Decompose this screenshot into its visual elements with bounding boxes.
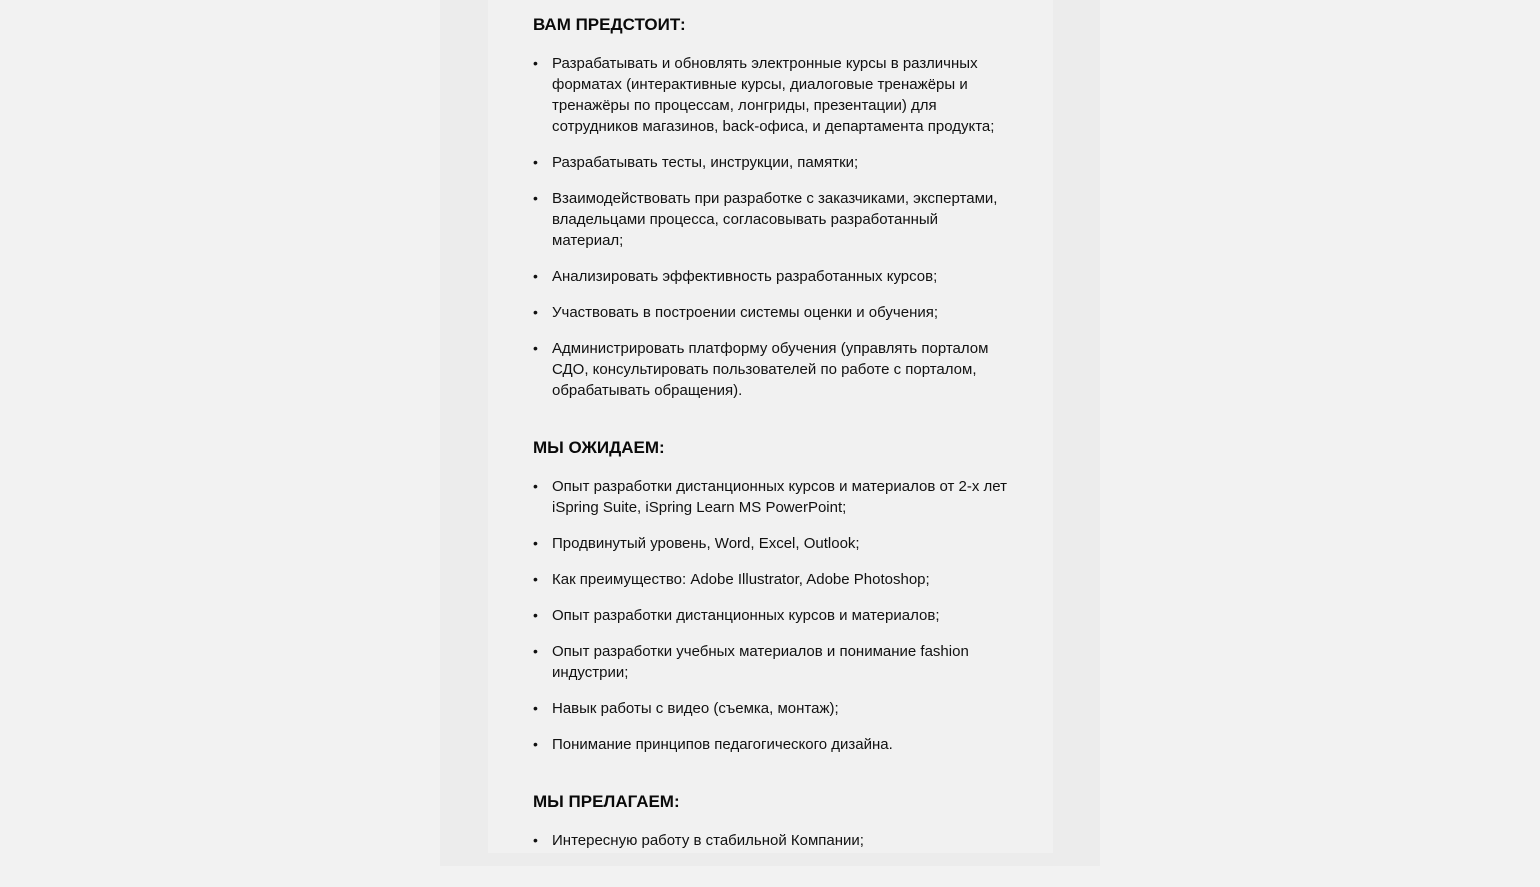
bullet-icon: • <box>533 304 538 320</box>
list-item-text: Интересную работу в стабильной Компании; <box>552 832 864 849</box>
bullet-icon: • <box>533 154 538 170</box>
list-item-text: Продвинутый уровень, Word, Excel, Outlook; <box>552 535 860 552</box>
list-item-text: Опыт разработки дистанционных курсов и материалов; <box>552 607 940 624</box>
list-item <box>533 188 1013 251</box>
bullet-icon: • <box>533 190 538 206</box>
list-item-text: Администрировать платформу обучения (управлять порталом СДО, консультировать пользователей по работе с порталом, обрабатывать обращения). <box>552 340 989 399</box>
bullet-icon: • <box>533 340 538 356</box>
bullet-icon: • <box>533 535 538 551</box>
bullet-list <box>533 830 1013 851</box>
list-item-text: Участвовать в построении системы оценки и обучения; <box>552 304 939 321</box>
list-item-text: Понимание принципов педагогического дизайна. <box>552 736 893 753</box>
list-item-text: Взаимодействовать при разработке с заказчиками, экспертами, владельцами процесса, согласовывать разработанный материал; <box>552 190 998 249</box>
list-item <box>533 734 1013 755</box>
section-heading: МЫ ПРЕЛАГАЕМ: <box>533 792 680 811</box>
list-item <box>533 266 1013 287</box>
list-item <box>533 53 1013 137</box>
bullet-icon: • <box>533 736 538 752</box>
bullet-list <box>533 476 1013 755</box>
bullet-icon: • <box>533 832 538 848</box>
list-item-text: Разрабатывать тесты, инструкции, памятки; <box>552 154 859 171</box>
bullet-icon: • <box>533 478 538 494</box>
section-heading: МЫ ОЖИДАЕМ: <box>533 438 665 457</box>
bullet-icon: • <box>533 643 538 659</box>
bullet-icon: • <box>533 268 538 284</box>
list-item <box>533 698 1013 719</box>
list-item-text: Навык работы с видео (съемка, монтаж); <box>552 700 839 717</box>
list-item <box>533 641 1013 683</box>
list-item <box>533 338 1013 401</box>
list-item-text: Как преимущество: Adobe Illustrator, Adobe Photoshop; <box>552 571 930 588</box>
list-item <box>533 605 1013 626</box>
bullet-icon: • <box>533 571 538 587</box>
list-item <box>533 302 1013 323</box>
list-item <box>533 569 1013 590</box>
list-item <box>533 830 1013 851</box>
document-content <box>533 14 1013 887</box>
list-item-text: Анализировать эффективность разработанных курсов; <box>552 268 938 285</box>
bullet-icon: • <box>533 700 538 716</box>
list-item-text: Опыт разработки дистанционных курсов и материалов от 2-х лет iSpring Suite, iSpring Learn MS PowerPoint; <box>552 478 1008 516</box>
bullet-icon: • <box>533 607 538 623</box>
bullet-icon: • <box>533 55 538 71</box>
list-item <box>533 533 1013 554</box>
list-item-text: Разрабатывать и обновлять электронные курсы в различных форматах (интерактивные курсы, диалоговые тренажёры и тренажёры по процессам, лонгриды, презентации) для сотрудников магазинов, back-офиса, и департамента продукта; <box>552 55 995 135</box>
section-heading: ВАМ ПРЕДСТОИТ: <box>533 15 686 34</box>
list-item-text: Опыт разработки учебных материалов и понимание fashion индустрии; <box>552 643 969 681</box>
list-item <box>533 152 1013 173</box>
bullet-list <box>533 53 1013 401</box>
list-item <box>533 476 1013 518</box>
